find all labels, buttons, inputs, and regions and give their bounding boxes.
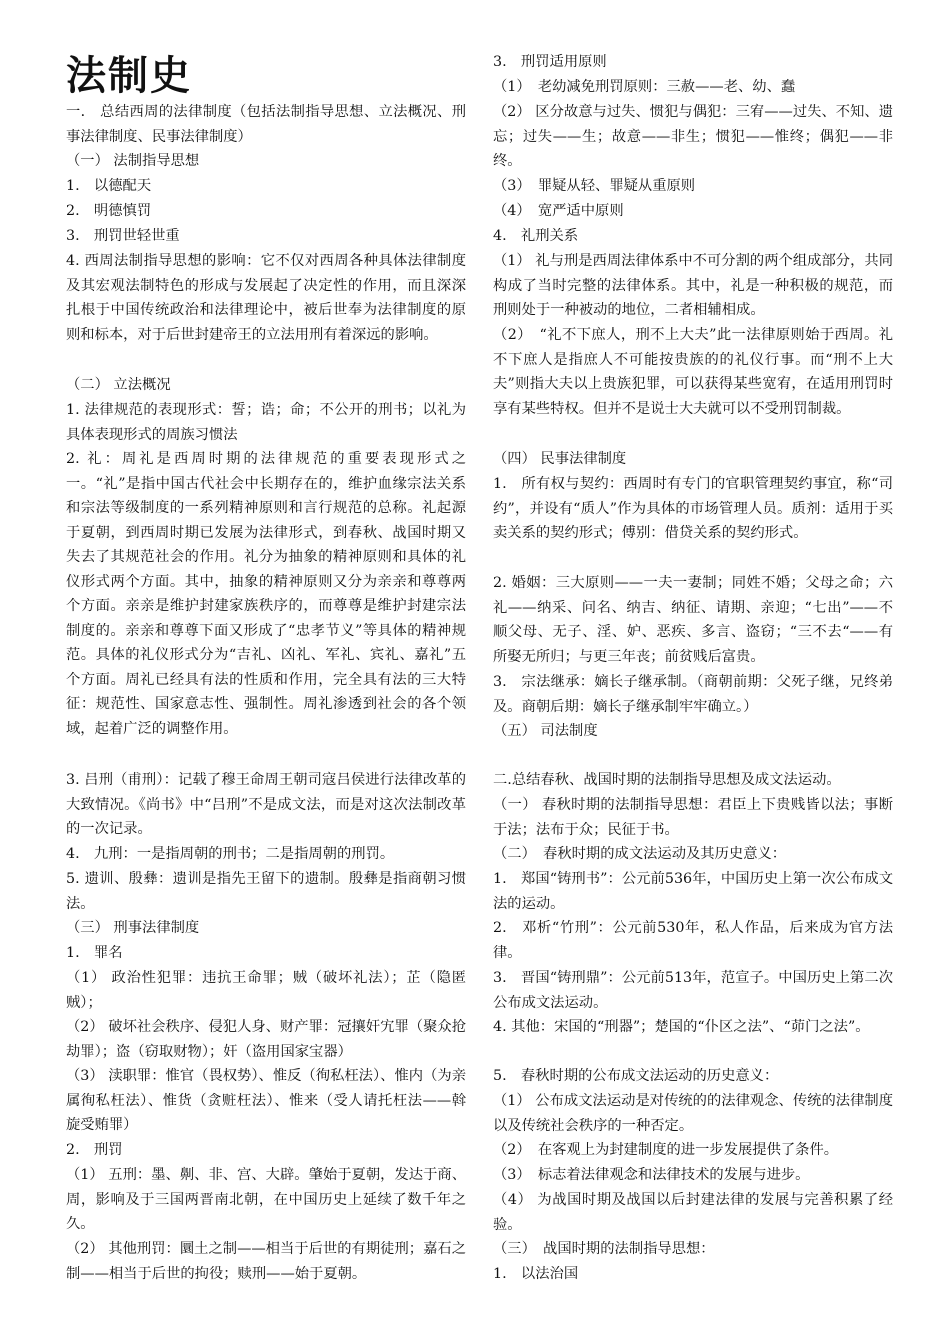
paragraph: 4. 礼刑关系 [493,228,579,244]
paragraph: 2. 刑罚 [66,1142,123,1158]
paragraph: （3） 渎职罪：惟官（畏权势）、惟反（徇私枉法）、惟内（为亲属徇私枉法）、惟货（贪赃枉法）、惟来（受人请托枉法——斡旋受贿罪） [66,1068,466,1133]
paragraph: （2） 破坏社会秩序、侵犯人身、财产罪：冠攘奸宄罪（聚众抢劫罪）；盗（窃取财物）；奸（盗用国家宝器） [66,1019,466,1060]
paragraph: （2） “礼不下庶人，刑不上大夫”此一法律原则始于西周。礼不下庶人是指庶人不可能按贵族的的礼仪行事。而“刑不上大夫”则指大夫以上贵族犯罪，可以获得某些宽宥，在适用刑罚时享有某些特权。但并不是说士大夫就可以不受刑罚制裁。 [493,327,893,417]
paragraph: 3. 刑罚适用原则 [493,54,607,70]
paragraph: （2） 其他刑罚：圜土之制——相当于后世的有期徒刑；嘉石之制——相当于后世的拘役；赎刑——始于夏朝。 [66,1241,466,1282]
page-title: 法制史 [66,52,192,99]
paragraph: 4. 九刑：一是指周朝的刑书；二是指周朝的刑罚。 [66,846,395,862]
paragraph: （4） 为战国时期及战国以后封建法律的发展与完善积累了经验。 [493,1192,893,1233]
paragraph: 4. 西周法制指导思想的影响：它不仅对西周各种具体法律制度及其宏观法制特色的形成与发展起了决定性的作用，而且深深扎根于中国传统政治和法律理论中，被后世奉为法律制度的原则和标本，对于后世封建帝王的立法用刑有着深远的影响。 [66,253,466,343]
paragraph: （3） 罪疑从轻、罪疑从重原则 [493,178,696,194]
paragraph: 4. 其他：宋国的“刑器”；楚国的“仆区之法”、“茆门之法”。 [493,1019,870,1035]
paragraph: （2） 区分故意与过失、惯犯与偶犯：三宥——过失、不知、遗忘；过失——生；故意——非生；惯犯——惟终；偶犯——非终。 [493,104,893,169]
paragraph: （1） 五刑：墨、劓、非、宫、大辟。肇始于夏朝，发达于商、周，影响及于三国两晋南北朝，在中国历史上延续了数千年之久。 [66,1167,466,1232]
paragraph: （2） 在客观上为封建制度的进一步发展提供了条件。 [493,1142,839,1158]
paragraph: 2. 婚姻：三大原则——一夫一妻制；同姓不婚；父母之命；六礼——纳采、问名、纳吉、纳征、请期、亲迎；“七出”——不顺父母、无子、淫、妒、恶疾、多言、盗窃；“三不去“——有所娶无所归；与更三年丧；前贫贱后富贵。 [493,575,893,665]
paragraph: （4） 宽严适中原则 [493,203,624,219]
paragraph: （二） 春秋时期的成文法运动及其历史意义： [493,846,787,862]
paragraph: 3. 晋国“铸刑鼎”：公元前513年，范宣子。中国历史上第二次公布成文法运动。 [493,970,893,1011]
paragraph: （1） 老幼减免刑罚原则：三赦——老、幼、蠢 [493,79,796,95]
paragraph: 1. 法律规范的表现形式：誓；诰；命；不公开的刑书；以礼为具体表现形式的周族习惯法 [66,402,466,443]
paragraph: （一） 春秋时期的法制指导思想：君臣上下贵贱皆以法；事断于法；法布于众；民征于书。 [493,797,893,838]
paragraph: 2. 邓析“竹刑”：公元前530年，私人作品，后来成为官方法律。 [493,920,893,961]
paragraph: （一） 法制指导思想 [66,153,200,169]
paragraph: 一． 总结西周的法律制度（包括法制指导思想、立法概况、刑事法律制度、民事法律制度） [66,104,466,145]
paragraph: 3. 刑罚世轻世重 [66,228,180,244]
paragraph: 3. 吕刑（甫刑）：记载了穆王命周王朝司寇吕侯进行法律改革的大致情况。《尚书》中“吕刑”不是成文法，而是对这次法制改革的一次记录。 [66,772,466,837]
paragraph: 1. 罪名 [66,945,123,961]
paragraph: （1） 公布成文法运动是对传统的的法律观念、传统的法律制度以及传统社会秩序的一种否定。 [493,1093,893,1134]
paragraph: 5. 春秋时期的公布成文法运动的历史意义： [493,1068,779,1084]
paragraph: （1） 政治性犯罪：违抗王命罪；贼（破坏礼法）；芷（隐匿贼）； [66,970,466,1011]
paragraph: 1. 所有权与契约：西周时有专门的官职管理契约事宜，称“司约”，并设有“质人”作为具体的市场管理人员。质剂：适用于买卖关系的契约形式；傅别：借贷关系的契约形式。 [493,476,893,541]
paragraph: 二.总结春秋、战国时期的法制指导思想及成文法运动。 [493,772,841,788]
paragraph: 5. 遗训、殷彝：遗训是指先王留下的遗制。殷彝是指商朝习惯法。 [66,871,466,912]
paragraph: 3. 宗法继承：嫡长子继承制。（商朝前期：父死子继，兄终弟及。商朝后期：嫡长子继承制牢牢确立。） [493,674,893,715]
paragraph: （3） 标志着法律观念和法律技术的发展与进步。 [493,1167,810,1183]
paragraph: （五） 司法制度 [493,723,598,739]
paragraph: （三） 刑事法律制度 [66,920,200,936]
paragraph: （四） 民事法律制度 [493,451,627,467]
paragraph: 2. 明德慎罚 [66,203,152,219]
paragraph: 1. 郑国“铸刑书”：公元前536年，中国历史上第一次公布成文法的运动。 [493,871,893,912]
paragraph: （三） 战国时期的法制指导思想： [493,1241,715,1257]
paragraph: 1. 以法治国 [493,1266,579,1282]
paragraph: 2. 礼：周礼是西周时期的法律规范的重要表现形式之一。“礼”是指中国古代社会中长期存在的，维护血缘宗法关系和宗法等级制度的一系列精神原则和言行规范的总称。礼起源于夏朝，到西周时期已发展为法律形式，到春秋、战国时期又失去了其规范社会的作用。礼分为抽象的精神原则和具体的礼仪形式两个方面。其中，抽象的精神原则又分为亲亲和尊尊两个方面。亲亲是维护封建家族秩序的，而尊尊是维护封建宗法制度的。亲亲和尊尊下面又形成了“忠孝节义”等具体的精神规范。具体的礼仪形式分为“吉礼、凶礼、军礼、宾礼、嘉礼”五个方面。周礼已经具有法的性质和作用，完全具有法的三大特征：规范性、国家意志性、强制性。周礼渗透到社会的各个领域，起着广泛的调整作用。 [66,451,466,737]
paragraph: （二） 立法概况 [66,377,171,393]
paragraph: （1） 礼与刑是西周法律体系中不可分割的两个组成部分，共同构成了当时完整的法律体系。其中，礼是一种积极的规范，而刑则处于一种被动的地位，二者相辅相成。 [493,253,893,318]
paragraph: 1. 以德配天 [66,178,152,194]
